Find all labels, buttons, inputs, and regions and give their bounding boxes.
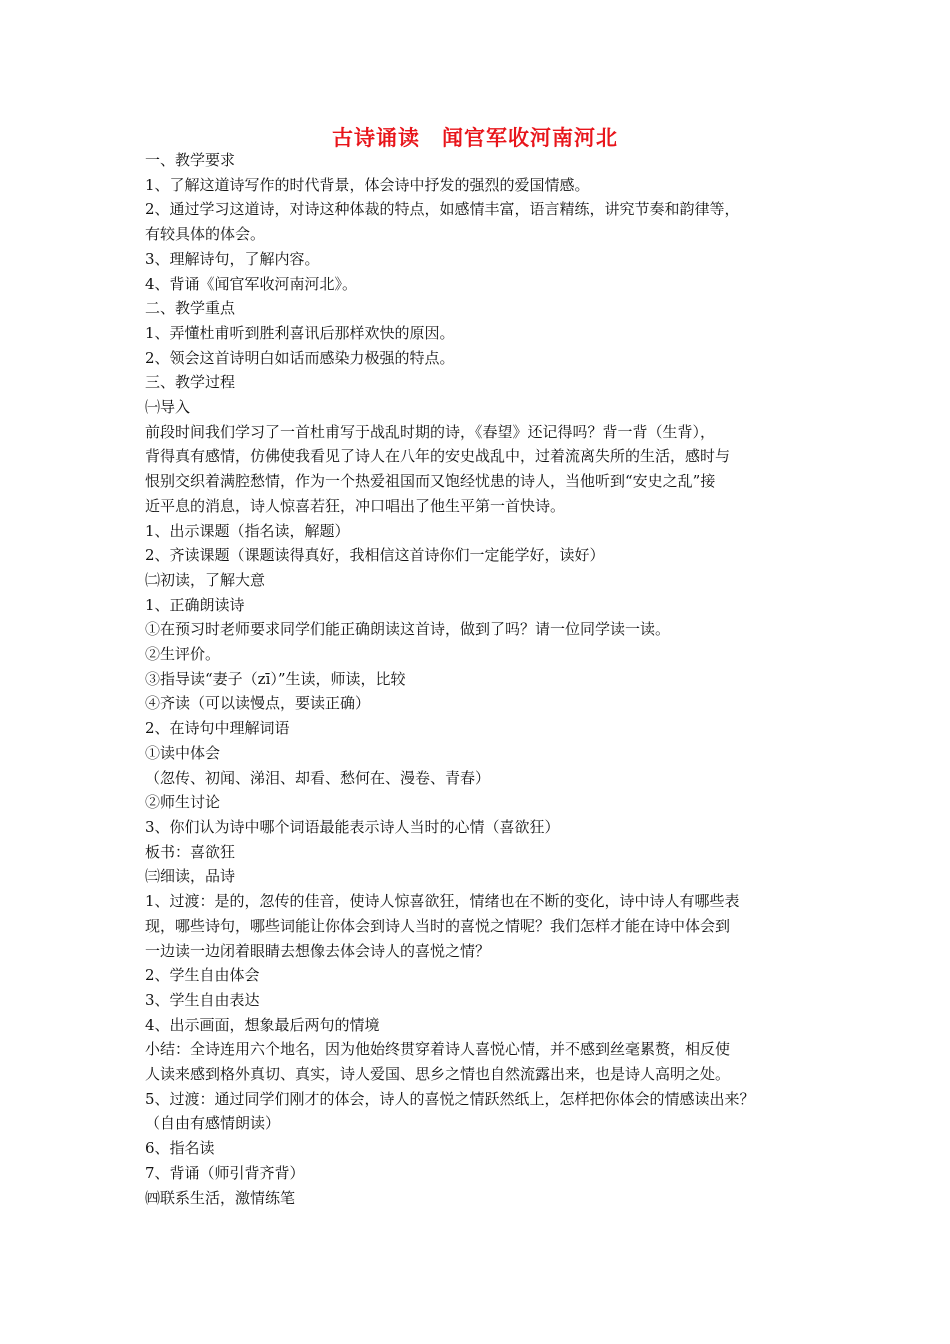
document-line: 7、背诵（师引背齐背）	[145, 1163, 305, 1182]
document-line: 1、过渡：是的，忽传的佳音，使诗人惊喜欲狂，情绪也在不断的变化，诗中诗人有哪些表	[145, 892, 740, 911]
document-line: ③指导读“妻子（zī）”生读，师读，比较	[145, 669, 406, 688]
document-line: 3、学生自由表达	[145, 990, 260, 1009]
document-line: 2、齐读课题（课题读得真好，我相信这首诗你们一定能学好，读好）	[145, 546, 605, 565]
document-line: 有较具体的体会。	[145, 225, 266, 244]
document-line: 2、领会这首诗明白如话而感染力极强的特点。	[145, 348, 455, 367]
document-line: 5、过渡：通过同学们刚才的体会，诗人的喜悦之情跃然纸上，怎样把你体会的情感读出来？	[145, 1089, 755, 1108]
document-line: 4、出示画面，想象最后两句的情境	[145, 1015, 380, 1034]
document-line: （忽传、初闻、涕泪、却看、愁何在、漫卷、青春）	[145, 768, 491, 787]
document-line: 三、教学过程	[145, 373, 236, 392]
document-title: 古诗诵读 闻官军收河南河北	[332, 125, 618, 150]
document-line: 现，哪些诗句，哪些词能让你体会到诗人当时的喜悦之情呢？我们怎样才能在诗中体会到	[145, 916, 731, 935]
document-line: ㈢细读，品诗	[145, 867, 236, 886]
document-line: 2、通过学习这道诗，对诗这种体裁的特点，如感情丰富，语言精练，讲究节奏和韵律等，	[145, 200, 740, 219]
document-line: ②生评价。	[145, 645, 221, 664]
document-line: 小结：全诗连用六个地名，因为他始终贯穿着诗人喜悦心情，并不感到丝毫累赘，相反使	[145, 1040, 731, 1059]
document-line: ①读中体会	[145, 743, 221, 762]
document-line: ②师生讨论	[145, 793, 221, 812]
document-line: ④齐读（可以读慢点，要读正确）	[145, 694, 371, 713]
document-line: 3、你们认为诗中哪个词语最能表示诗人当时的心情（喜欲狂）	[145, 817, 560, 836]
document-line: （自由有感情朗读）	[145, 1114, 281, 1133]
document-line: 一边读一边闭着眼睛去想像去体会诗人的喜悦之情？	[145, 941, 491, 960]
document-line: 一、教学要求	[145, 151, 236, 169]
document-line: 1、正确朗读诗	[145, 595, 245, 614]
document-line: 1、出示课题（指名读，解题）	[145, 521, 350, 540]
document-line: 前段时间我们学习了一首杜甫写于战乱时期的诗，《春望》还记得吗？背一背（生背），	[145, 422, 716, 441]
document-body	[145, 148, 825, 1210]
document-line: 2、在诗句中理解词语	[145, 719, 290, 738]
document-line: ㈡初读，了解大意	[145, 570, 266, 589]
document-line: 背得真有感情，仿佛使我看见了诗人在八年的安史战乱中，过着流离失所的生活，感时与	[145, 447, 731, 466]
document-line: 2、学生自由体会	[145, 966, 260, 985]
document-line: 人读来感到格外真切、真实，诗人爱国、思乡之情也自然流露出来，也是诗人高明之处。	[145, 1065, 731, 1084]
document-line: 4、背诵《闻官军收河南河北》。	[145, 274, 358, 293]
document-line: 1、了解这道诗写作的时代背景，体会诗中抒发的强烈的爱国情感。	[145, 175, 590, 194]
document-line: 3、理解诗句，了解内容。	[145, 249, 320, 268]
document-line: 二、教学重点	[145, 299, 236, 318]
document-line: 1、弄懂杜甫听到胜利喜讯后那样欢快的原因。	[145, 323, 455, 342]
document-line: 板书：喜欲狂	[145, 842, 236, 861]
document-line: ①在预习时老师要求同学们能正确朗读这首诗，做到了吗？请一位同学读一读。	[145, 620, 671, 639]
document-line: 6、指名读	[145, 1139, 215, 1158]
document-line: ㈠导入	[145, 398, 191, 417]
document-line: 近平息的消息，诗人惊喜若狂，冲口唱出了他生平第一首快诗。	[145, 496, 566, 515]
document-line: ㈣联系生活，激情练笔	[145, 1188, 296, 1207]
document-line: 恨别交织着满腔愁情，作为一个热爱祖国而又饱经忧患的诗人，当他听到“安史之乱”接	[145, 472, 716, 491]
